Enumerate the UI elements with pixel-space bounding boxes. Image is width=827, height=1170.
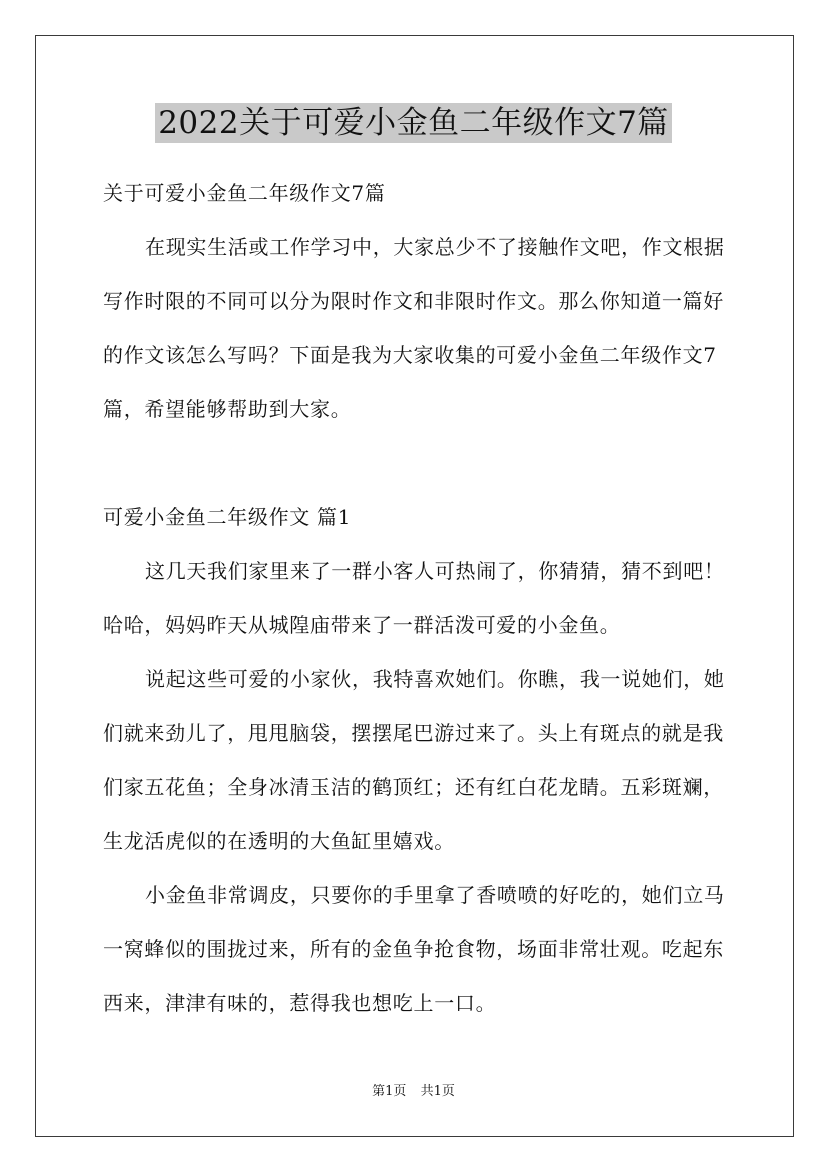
document-body: [103, 166, 743, 1030]
body-paragraph-1: [103, 544, 743, 652]
paragraph-line: 在现实生活或工作学习中，大家总少不了接触作文吧，作文根据: [145, 235, 725, 259]
page-footer: [0, 1082, 827, 1102]
paragraph-line: 说起这些可爱的小家伙，我特喜欢她们。你瞧，我一说她们，她: [145, 667, 725, 691]
paragraph-line: 小金鱼非常调皮，只要你的手里拿了香喷喷的好吃的，她们立马: [145, 883, 725, 907]
body-paragraph-3: [103, 868, 743, 1030]
paragraph-line: 生龙活虎似的在透明的大鱼缸里嬉戏。: [103, 829, 455, 853]
paragraph-line: 篇，希望能够帮助到大家。: [103, 397, 352, 421]
paragraph-line: 的作文该怎么写吗？下面是我为大家收集的可爱小金鱼二年级作文7: [103, 343, 717, 367]
intro-paragraph: [103, 220, 743, 436]
paragraph-line: 西来，津津有味的，惹得我也想吃上一口。: [103, 991, 497, 1015]
page-total: 共1页: [420, 1084, 455, 1099]
paragraph-line: 们家五花鱼；全身冰清玉洁的鹤顶红；还有红白花龙睛。五彩斑斓，: [103, 775, 724, 799]
body-paragraph-2: [103, 652, 743, 868]
paragraph-line: 写作时限的不同可以分为限时作文和非限时作文。那么你知道一篇好: [103, 289, 724, 313]
section-heading: 可爱小金鱼二年级作文 篇1: [103, 505, 352, 529]
paragraph-line: 们就来劲儿了，甩甩脑袋，摆摆尾巴游过来了。头上有斑点的就是我: [103, 721, 724, 745]
paragraph-line: 这几天我们家里来了一群小客人可热闹了，你猜猜，猜不到吧！: [145, 559, 725, 583]
page-number: 第1页: [372, 1084, 407, 1099]
title-row: [0, 103, 827, 143]
document-subtitle: 关于可爱小金鱼二年级作文7篇: [103, 181, 386, 205]
paragraph-line: 哈哈，妈妈昨天从城隍庙带来了一群活泼可爱的小金鱼。: [103, 613, 621, 637]
document-title: 2022关于可爱小金鱼二年级作文7篇: [155, 103, 672, 143]
paragraph-line: 一窝蜂似的围拢过来，所有的金鱼争抢食物，场面非常壮观。吃起东: [103, 937, 724, 961]
